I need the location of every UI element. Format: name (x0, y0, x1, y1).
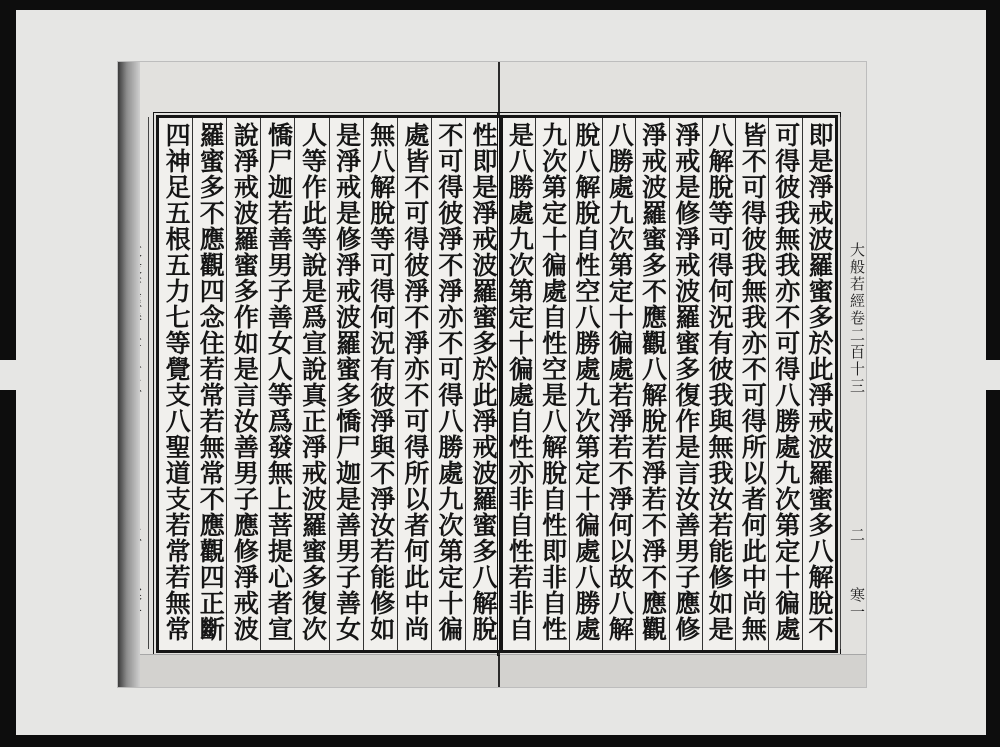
right-column-9: 九次第定十徧處自性空是八解脫自性即非自性 (535, 118, 568, 650)
left-column-5: 是淨戒是修淨戒波羅蜜多憍尸迦是善男子善女 (329, 118, 363, 650)
left-text-block (156, 115, 502, 653)
right-page-bottom-edge (500, 654, 866, 687)
right-column-7: 八勝處九次第定十徧處若淨若不淨何以故八解 (602, 118, 635, 650)
left-page-bottom-edge (118, 654, 498, 687)
open-book (118, 62, 866, 687)
right-column-6: 淨戒波羅蜜多不應觀八解脫若淨若不淨不應觀 (635, 118, 668, 650)
left-column-9: 羅蜜多不應觀四念住若常若無常不應觀四正斷 (192, 118, 226, 650)
left-columns (159, 118, 499, 650)
right-column-5: 淨戒是修淨戒波羅蜜多復作是言汝善男子應修 (669, 118, 702, 650)
book-spine-edge (118, 62, 140, 687)
right-column-2: 可得彼我無我亦不可得八勝處九次第定十徧處 (768, 118, 801, 650)
left-column-4: 無八解脫等可得何況有彼淨與不淨汝若能修如 (363, 118, 397, 650)
left-column-8: 說淨戒波羅蜜多作如是言汝善男子應修淨戒波 (226, 118, 260, 650)
left-column-3: 處皆不可得彼淨不淨亦不可得所以者何此中尚 (397, 118, 431, 650)
left-column-2: 不可得彼淨不淨亦不可得八勝處九次第定十徧 (431, 118, 465, 650)
right-column-3: 皆不可得彼我無我亦不可得所以者何此中尚無 (735, 118, 768, 650)
right-margin-page-number: 二 (848, 527, 866, 544)
right-page-margin (840, 117, 871, 649)
left-column-10: 四神足五根五力七等覺支八聖道支若常若無常 (162, 122, 192, 642)
right-column-10: 是八勝處九次第定十徧處自性亦非自性若非自 (505, 122, 535, 642)
left-column-6: 人等作此等說是爲宣說真正淨戒波羅蜜多復次 (294, 118, 328, 650)
left-edge-notch (0, 360, 16, 390)
left-page (118, 62, 500, 687)
right-edge-notch (984, 360, 1000, 390)
right-column-8: 脫八解脫自性空八勝處九次第定十徧處八勝處 (569, 118, 602, 650)
right-text-block (500, 115, 838, 653)
left-column-7: 憍尸迦若善男子善女人等爲發無上菩提心者宣 (260, 118, 294, 650)
right-page (500, 62, 866, 687)
left-column-1: 性即是淨戒波羅蜜多於此淨戒波羅蜜多八解脫 (465, 118, 499, 650)
right-margin-juan: 寒一 (848, 587, 866, 621)
right-column-1: 即是淨戒波羅蜜多於此淨戒波羅蜜多八解脫不 (802, 118, 835, 650)
right-margin-title: 大般若經卷二百十三 (848, 242, 866, 395)
right-column-4: 八解脫等可得何況有彼我與無我汝若能修如是 (702, 118, 735, 650)
right-columns (503, 118, 835, 650)
